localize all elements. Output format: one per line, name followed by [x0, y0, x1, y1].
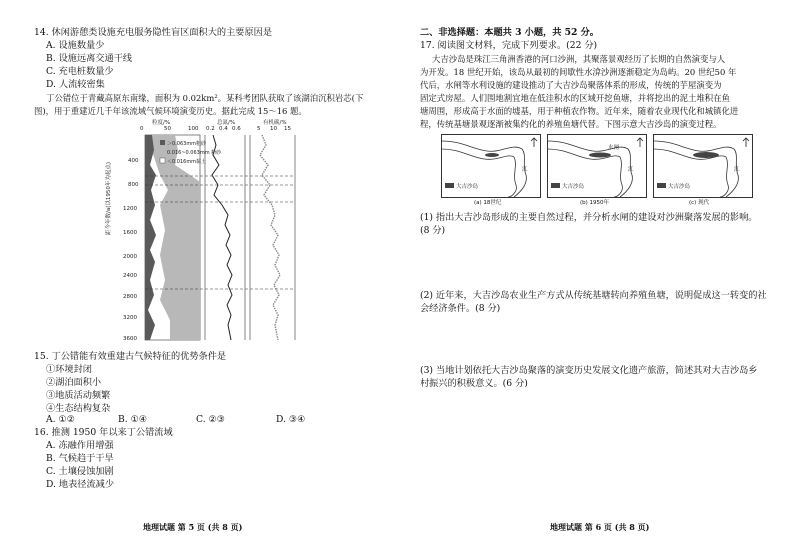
q16-option-a: A. 冻融作用增强	[46, 440, 114, 451]
legend-clay: ＜0.016mm黏土	[167, 159, 207, 165]
panel1-tick-50: 50	[164, 126, 171, 132]
y-tick-1200: 1200	[123, 206, 137, 212]
q14-option-c: C. 充电桩数量少	[46, 66, 114, 77]
q17-part1-line-2: (8 分)	[420, 225, 446, 236]
y-tick-1600: 1600	[123, 230, 137, 236]
q15-stem: 15. 丁公错能有效重建古气候特征的优势条件是	[34, 351, 227, 362]
q17-passage-line-2: 为开发。18 世纪开始，该岛从最初的间歇性水渰沙洲逐渐稳定为岛屿。20 世纪50 年	[420, 67, 737, 77]
panel1-tick-0: 0	[140, 126, 144, 132]
q17-passage-line-4: 固定式房屋。人们围地割宜地在低洼积水的区域开挖鱼塘，并将挖出的泥土堆积在鱼	[420, 93, 730, 103]
map-c-caption: (c) 现代	[689, 200, 710, 206]
q15-option-c: C. ②③	[196, 414, 226, 425]
q15-item-2: ②湖泊面积小	[46, 377, 102, 388]
q17-part2-line-1: (2) 近年来，大吉沙岛农业生产方式从传统基塘转向养殖鱼塘，说明促成这一转变的社	[420, 290, 767, 301]
panel2-header: 总氮/%	[217, 120, 236, 126]
q15-option-a: A. ①②	[46, 414, 75, 425]
panel3-tick-15: 15	[284, 126, 291, 132]
section-title: 二、非选择题：本题共 3 小题，共 52 分。	[420, 27, 599, 38]
panel1-tick-100: 100	[188, 126, 199, 132]
passage-line-2: 图)，用于重建近几千年该流域气候环境演变历史。据此完成 15～16 题。	[34, 106, 307, 116]
q15-option-b: B. ①④	[118, 414, 148, 425]
panel2-tick-04: 0.4	[219, 126, 228, 132]
y-tick-800: 800	[128, 182, 139, 188]
y-tick-2400: 2400	[123, 273, 137, 279]
q14-option-d: D. 人流较密集	[46, 79, 105, 90]
legend-silt: 0.016~0.063mm 粉砂	[167, 150, 222, 156]
map-18th-century	[441, 134, 541, 198]
map-b-legend: 大吉沙岛	[562, 184, 585, 190]
page-footer-5: 地理试题 第 5 页 (共 8 页)	[143, 522, 243, 532]
y-axis-label: 距今年数/a(以1950年为起点)	[106, 161, 112, 235]
q17-part2-line-2: 会经济条件。(8 分)	[420, 303, 501, 314]
map-b-sluice-label: 水闸	[608, 145, 620, 151]
panel3-tick-5: 5	[257, 126, 261, 132]
y-tick-400: 400	[128, 158, 139, 164]
map-b-river: 江	[628, 167, 634, 173]
q16-stem: 16. 推测 1950 年以来丁公错流域	[34, 427, 173, 438]
q17-passage-line-6: 程，传统基塘景观逐渐被集约化的养殖鱼塘代替。下图示意大吉沙岛的演变过程。	[420, 119, 722, 129]
panel1-header: 粒度/%	[152, 120, 171, 126]
legend-coarse-sand: ＞0.063mm粗砂	[167, 141, 207, 147]
q17-passage-line-5: 塘周围，形成高于水面的墟基，用于种植农作物。近年来，随着农业现代化和城镇化进	[420, 106, 739, 116]
y-tick-3600: 3600	[123, 336, 137, 342]
q17-part1-line-1: (1) 指出大吉沙岛形成的主要自然过程，并分析水闸的建设对沙洲聚落发展的影响。	[420, 212, 758, 223]
panel2-tick-06: 0.6	[232, 126, 241, 132]
q14-option-a: A. 设施数量少	[46, 40, 105, 51]
q17-part3-line-1: (3) 当地计划依托大吉沙岛聚落的演变历史发展文化遗产旅游，简述其对大吉沙岛乡	[420, 365, 758, 376]
map-a-legend: 大吉沙岛	[456, 184, 479, 190]
q17-stem: 17. 阅读图文材料，完成下列要求。(22 分)	[420, 40, 598, 51]
q17-passage-line-1: 大吉沙岛是珠江三角洲香港的河口沙洲，其聚落景观经历了长期的自然演变与人	[432, 54, 726, 64]
q15-item-4: ④生态结构复杂	[46, 403, 111, 414]
q15-item-3: ③地质活动频繁	[46, 390, 111, 401]
y-tick-2800: 2800	[123, 294, 137, 300]
map-b-caption: (b) 1950年	[580, 200, 610, 206]
q14-stem: 14. 休闲游憩类设施充电服务隐性盲区面积大的主要原因是	[34, 27, 273, 38]
panel2-tick-02: 0.2	[206, 126, 215, 132]
exam-page-6	[400, 0, 800, 555]
q15-option-d: D. ③④	[276, 414, 306, 425]
page-footer-6: 地理试题 第 6 页 (共 8 页)	[550, 522, 650, 532]
y-tick-2000: 2000	[123, 254, 137, 260]
q16-option-b: B. 气候趋于干旱	[46, 453, 114, 464]
map-1950	[547, 134, 647, 198]
q15-item-1: ①环境封闭	[46, 364, 92, 375]
q14-option-b: B. 设施远离交通干线	[46, 53, 133, 64]
map-c-river: 江	[734, 167, 740, 173]
y-tick-3200: 3200	[123, 315, 137, 321]
q17-part3-line-2: 村振兴的积极意义。(6 分)	[420, 378, 528, 389]
map-a-river: 江	[522, 167, 528, 173]
map-c-legend: 大吉沙岛	[668, 184, 691, 190]
q16-option-d: D. 地表径流减少	[46, 479, 115, 490]
panel3-tick-10: 10	[270, 126, 277, 132]
q16-option-c: C. 土壤侵蚀加剧	[46, 466, 114, 477]
q17-passage-line-3: 代后，水闸等水利设施的建设推动了大吉沙岛聚落体系的形成，传统的芋屋演变为	[420, 80, 722, 90]
panel3-header: 有机碳/%	[263, 120, 287, 126]
map-a-caption: (a) 18世纪	[474, 200, 502, 206]
map-modern	[653, 134, 753, 198]
passage-line-1: 丁公错位于青藏高原东南缘，面积为 0.02km²。某科考团队获取了该湖泊沉积岩芯(下	[46, 93, 364, 103]
